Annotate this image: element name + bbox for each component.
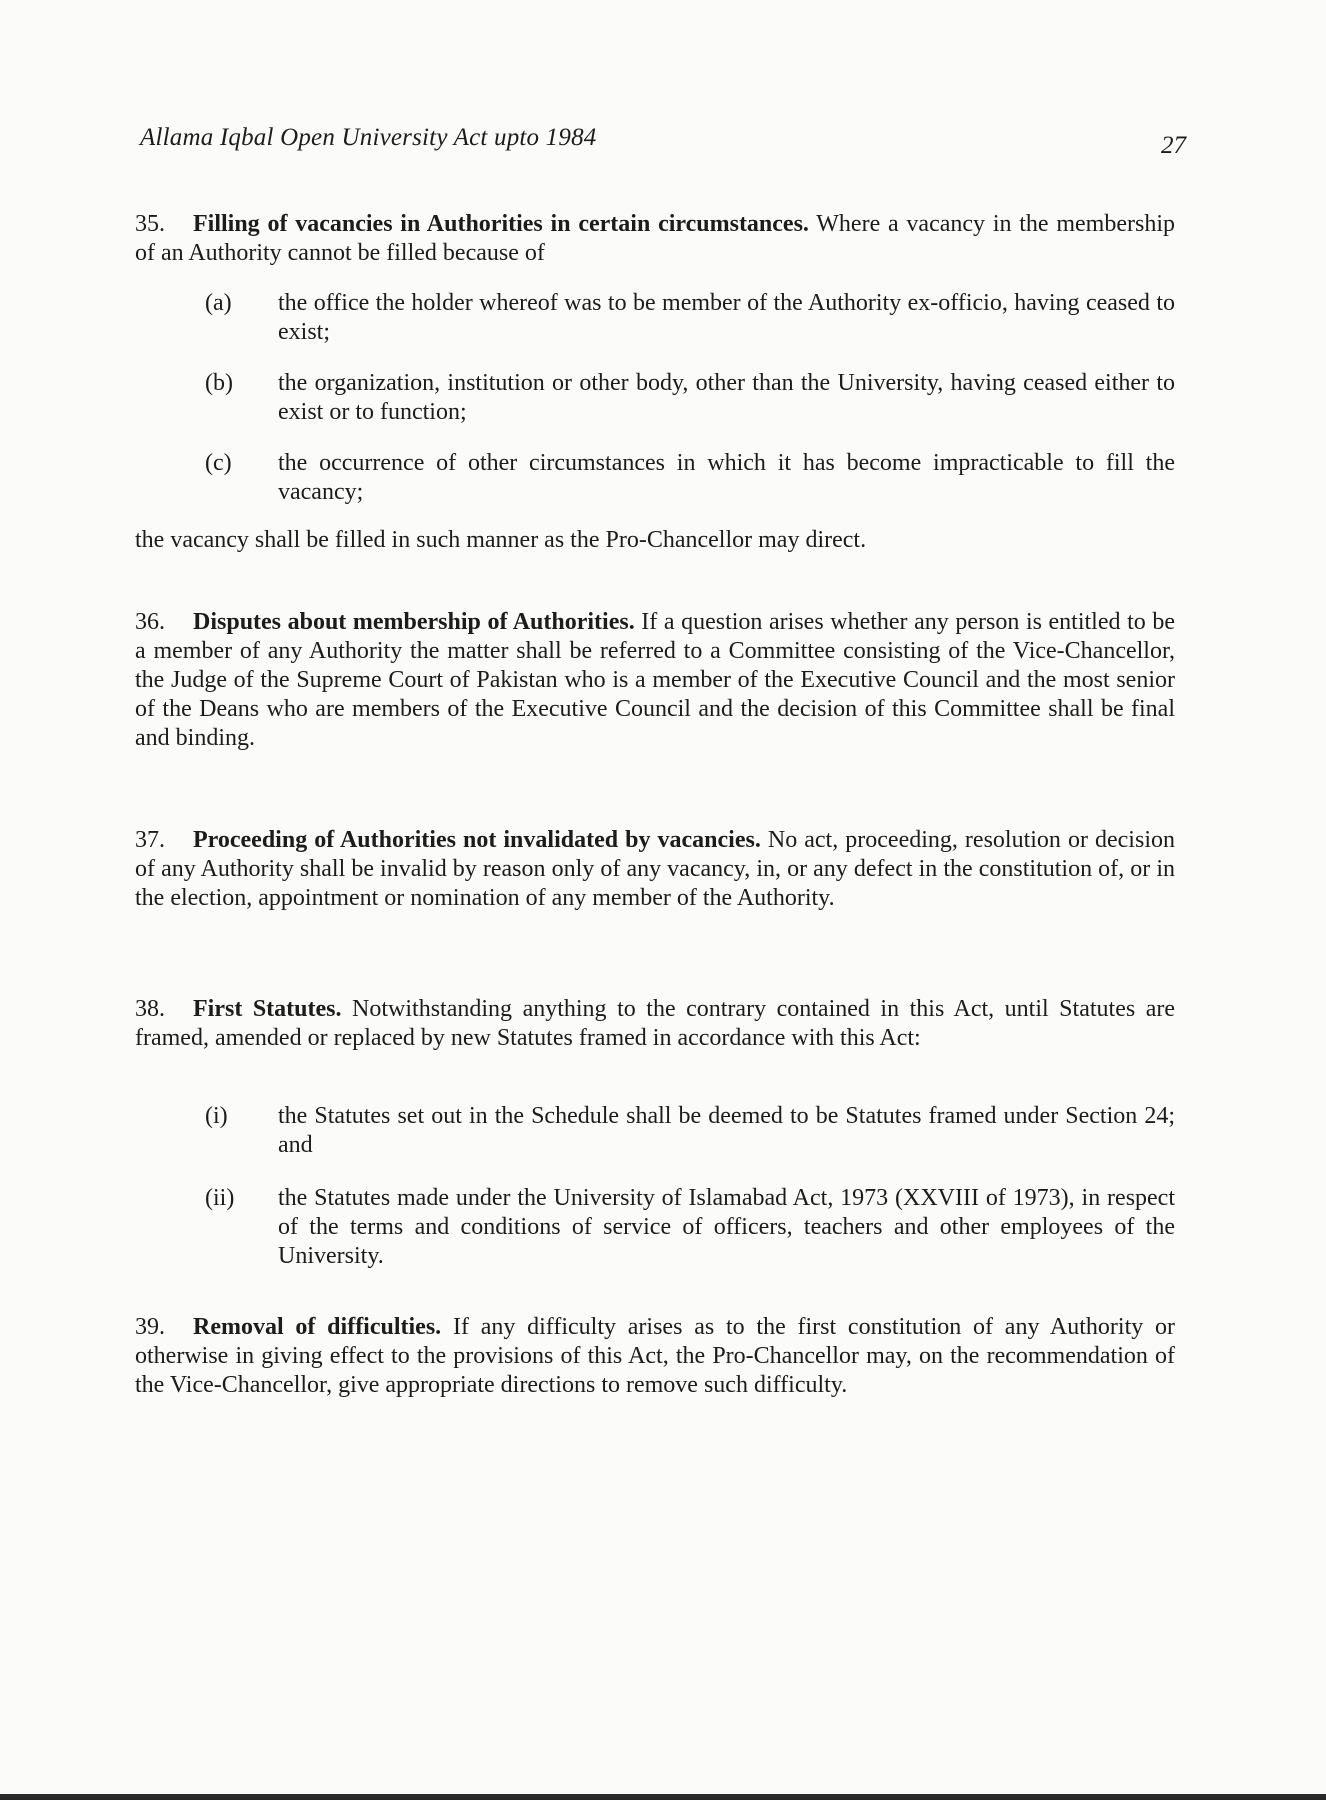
- section-39: [135, 1313, 1175, 1400]
- clause-text: the organization, institution or other body, other than the University, having ceased either to exist or to function;: [278, 370, 1175, 425]
- section-heading: First Statutes.: [193, 996, 342, 1022]
- section-number: 38.: [135, 996, 165, 1022]
- section-number: 36.: [135, 609, 165, 635]
- clause-text: the occurrence of other circumstances in which it has become impracticable to fill the vacancy;: [278, 450, 1175, 505]
- clause-label: (c): [205, 450, 232, 476]
- page-number: 27: [1161, 132, 1186, 159]
- running-header-title: Allama Iqbal Open University Act upto 1984: [140, 124, 597, 151]
- clause-text: the Statutes made under the University of Islamabad Act, 1973 (XXVIII of 1973), in respect of the terms and conditions of service of officers, teachers and other employees of the University.: [278, 1185, 1175, 1269]
- section-body: If a question arises whether any person is entitled to be a member of any Authority the matter shall be referred to a Committee consisting of the Vice-Chancellor, the Judge of the Supreme Court of Pakistan who is a member of the Executive Council and the most senior of the Deans who are members of the Executive Council and the decision of this Committee shall be final and binding.: [135, 609, 1175, 751]
- section-intro: Notwithstanding anything to the contrary contained in this Act, until Statutes are framed, amended or replaced by new Statutes framed in accordance with this Act:: [135, 996, 1176, 1051]
- section-number: 37.: [135, 827, 165, 853]
- clause-label: (a): [205, 290, 232, 316]
- section-body: No act, proceeding, resolution or decision of any Authority shall be invalid by reason only of any vacancy, in, or any defect in the constitution of, or in the election, appointment or nomination of any member of the Authority.: [135, 827, 1175, 911]
- section-closing: the vacancy shall be filled in such manner as the Pro-Chancellor may direct.: [135, 527, 867, 553]
- section-intro: Where a vacancy in the membership of an Authority cannot be filled because of: [135, 211, 1175, 266]
- section-38: [135, 995, 1175, 1053]
- clause-text: the office the holder whereof was to be member of the Authority ex-officio, having ceased to exist;: [278, 290, 1175, 345]
- scan-edge-bar: [0, 1794, 1326, 1800]
- section-body: If any difficulty arises as to the first constitution of any Authority or otherwise in giving effect to the provisions of this Act, the Pro-Chancellor may, on the recommendation of the Vice-Chancellor, give appropriate directions to remove such difficulty.: [135, 1314, 1175, 1398]
- section-number: 35.: [135, 211, 165, 237]
- clause-label: (ii): [205, 1185, 235, 1211]
- clause-38-ii: [205, 1184, 1175, 1271]
- clause-35-c: [205, 449, 1175, 507]
- section-36: [135, 608, 1175, 753]
- clause-label: (b): [205, 370, 233, 396]
- section-heading: Proceeding of Authorities not invalidated by vacancies.: [193, 827, 761, 853]
- clause-35-b: [205, 369, 1175, 427]
- section-number: 39.: [135, 1314, 165, 1340]
- clause-38-i: [205, 1102, 1175, 1160]
- section-heading: Filling of vacancies in Authorities in certain circumstances.: [193, 211, 809, 237]
- section-37: [135, 826, 1175, 913]
- clause-label: (i): [205, 1103, 228, 1129]
- section-35-closing: [135, 526, 1175, 555]
- section-heading: Disputes about membership of Authorities.: [193, 609, 635, 635]
- clause-text: the Statutes set out in the Schedule shall be deemed to be Statutes framed under Section 24; and: [278, 1103, 1175, 1158]
- section-35: [135, 210, 1175, 268]
- section-heading: Removal of difficulties.: [193, 1314, 442, 1340]
- clause-35-a: [205, 289, 1175, 347]
